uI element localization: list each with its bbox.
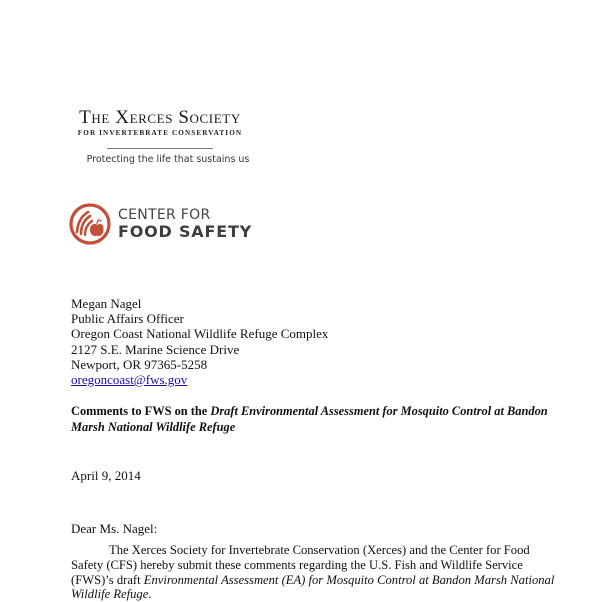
recipient-name: Megan Nagel: [71, 296, 142, 311]
salutation: Dear Ms. Nagel:: [71, 521, 158, 536]
xerces-logo-tagline: Protecting the life that sustains us: [86, 154, 250, 165]
cfs-logo-line1: CENTER FOR: [118, 206, 211, 223]
paragraph-document-title: Environmental Assessment (EA) for Mosquito Control at Bandon Marsh National Wildlife Refuge: [71, 572, 555, 602]
paragraph-end: .: [148, 587, 152, 602]
body-paragraph: [71, 543, 556, 602]
xerces-society-logo: [72, 108, 248, 165]
xerces-logo-subtitle: FOR INVERTEBRATE CONSERVATION: [77, 129, 243, 137]
subject-document-title: Draft Environmental Assessment for Mosquito Control at Bandon Marsh National Wildlife Refuge: [71, 404, 548, 434]
recipient-organization: Oregon Coast National Wildlife Refuge Complex: [71, 326, 329, 342]
xerces-logo-name: The Xerces Society: [79, 107, 241, 128]
recipient-title: Public Affairs Officer: [71, 311, 184, 327]
wheat-apple-circle-icon: [68, 202, 112, 246]
letter-date: April 9, 2014: [71, 468, 141, 483]
recipient-street: 2127 S.E. Marine Science Drive: [71, 341, 240, 357]
cfs-logo-line2: FOOD SAFETY: [118, 221, 253, 241]
subject-line: [71, 404, 571, 435]
recipient-email-link[interactable]: oregoncoast@fws.gov: [71, 372, 188, 388]
subject-prefix: Comments to FWS on the: [71, 404, 211, 418]
recipient-city: Newport, OR 97365-5258: [71, 356, 208, 372]
recipient-address-block: [71, 296, 328, 387]
paragraph-intro-text: The Xerces Society for Invertebrate Conservation (Xerces) and the Center for Food Safety (CFS) hereby submit these comments regarding the U.S. Fish and Wildlife Service (FWS)’s draft: [71, 543, 530, 587]
xerces-logo-divider: [107, 148, 213, 149]
center-for-food-safety-logo: [68, 203, 252, 245]
